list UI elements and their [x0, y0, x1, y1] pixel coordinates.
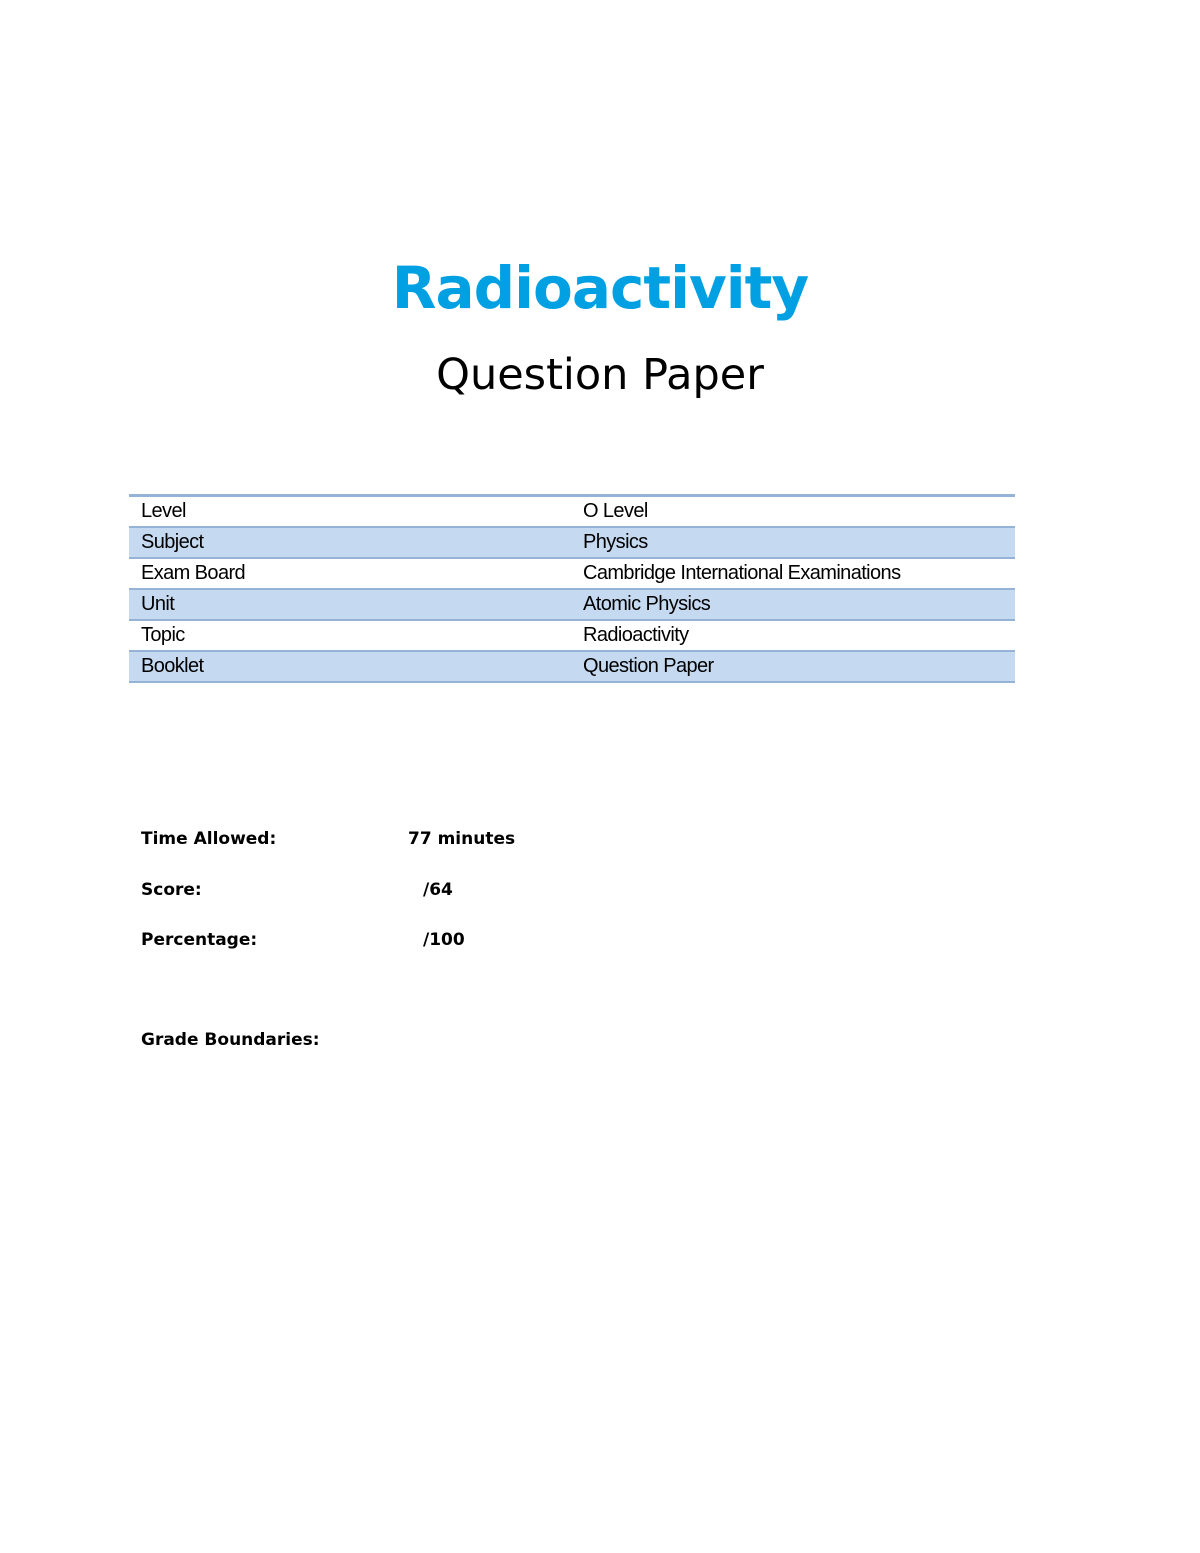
time-allowed-value: 77 minutes [408, 829, 516, 849]
document-subtitle: Question Paper [436, 350, 764, 400]
row-value: Physics [583, 531, 648, 553]
score-value: /64 [423, 880, 453, 900]
time-allowed-label: Time Allowed: [141, 829, 277, 849]
row-label: Exam Board [141, 562, 246, 584]
table-row-topic [129, 621, 1015, 652]
percentage-value: /100 [423, 930, 465, 950]
row-value: Question Paper [583, 655, 714, 677]
grade-boundaries-label: Grade Boundaries: [141, 1030, 320, 1050]
table-row-exam-board [129, 559, 1015, 590]
info-table [129, 494, 1015, 683]
row-label: Level [141, 500, 186, 522]
row-label: Unit [141, 593, 175, 615]
row-label: Booklet [141, 655, 204, 677]
row-value: Radioactivity [583, 624, 689, 646]
row-value: Cambridge International Examinations [583, 562, 901, 584]
row-value: Atomic Physics [583, 593, 711, 615]
table-row-level [129, 497, 1015, 528]
document-title: Radioactivity [391, 254, 809, 322]
row-label: Topic [141, 624, 185, 646]
table-row-booklet [129, 652, 1015, 683]
percentage-label: Percentage: [141, 930, 258, 950]
row-label: Subject [141, 531, 204, 553]
table-row-subject [129, 528, 1015, 559]
row-value: O Level [583, 500, 648, 522]
table-row-unit [129, 590, 1015, 621]
score-label: Score: [141, 880, 202, 900]
